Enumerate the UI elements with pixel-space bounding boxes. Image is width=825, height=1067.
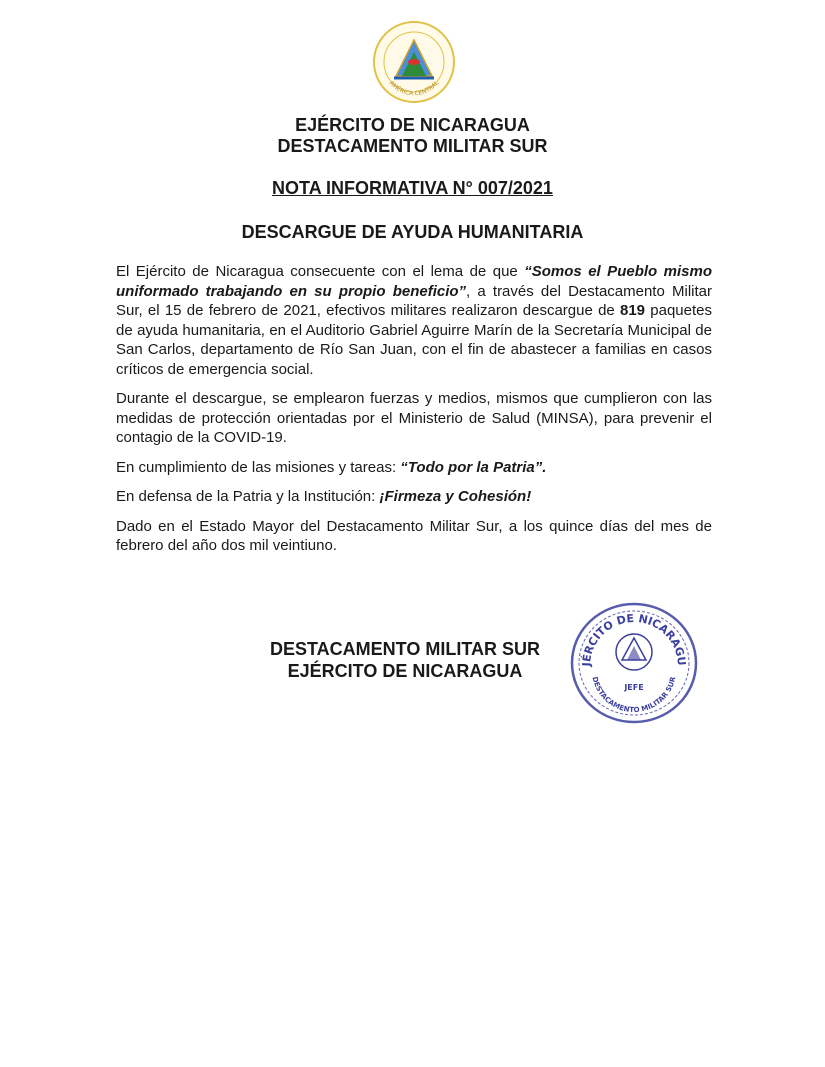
- paragraph-3: [116, 458, 712, 478]
- body-text: [116, 262, 712, 566]
- header-line-1: EJÉRCITO DE NICARAGUA: [295, 115, 530, 135]
- emblem-text-top: [366, 18, 462, 20]
- p1-count: 819: [620, 302, 646, 319]
- paragraph-1: [116, 262, 712, 379]
- p1-end: paquetes de ayuda humanitaria, en el Auditorio Gabriel Aguirre Marín de la Secretaría Municipal de San Carlos, departamento de Río San Juan, con el fin de abastecer a familias en casos críticos de emergencia social.: [116, 302, 712, 378]
- paragraph-4: [116, 487, 712, 507]
- official-seal-icon: [568, 600, 700, 726]
- signature-line-1: DESTACAMENTO MILITAR SUR: [270, 639, 540, 659]
- nota-title: NOTA INFORMATIVA N° 007/2021: [272, 178, 553, 198]
- subject-title: DESCARGUE DE AYUDA HUMANITARIA: [241, 222, 584, 242]
- p4-emph: ¡Firmeza y Cohesión!: [379, 488, 532, 505]
- stamp-text-bottom: DESTACAMENTO MILITAR SUR: [590, 675, 678, 715]
- p1-motto: “Somos el Pueblo mismo uniformado trabajando en su propio beneficio”: [116, 263, 713, 300]
- p3-emph: “Todo por la Patria”.: [400, 458, 547, 476]
- p4-text: En defensa de la Patria y la Institución:: [116, 488, 380, 505]
- emblem-text-bottom: AMÉRICA CENTRAL: [387, 79, 441, 98]
- header-line-2: DESTACAMENTO MILITAR SUR: [277, 136, 548, 156]
- p1-mid: , a través del Destacamento Militar Sur, el 15 de febrero de 2021, efectivos militares realizaron descargue de: [116, 282, 712, 319]
- paragraph-5: Dado en el Estado Mayor del Destacamento Militar Sur, a los quince días del mes de febrero del año dos mil veintiuno.: [116, 517, 712, 554]
- stamp-text-top: JÉRCITO DE NICARAGU: [579, 611, 689, 667]
- p3-text: En cumplimiento de las misiones y tareas:: [116, 458, 401, 476]
- p1-intro: El Ejército de Nicaragua consecuente con el lema de que: [116, 263, 525, 280]
- stamp-text-center: JEFE: [624, 683, 644, 692]
- signature-line-2: EJÉRCITO DE NICARAGUA: [287, 661, 523, 681]
- paragraph-2: Durante el descargue, se emplearon fuerzas y medios, mismos que cumplieron con las medidas de protección orientadas por el Ministerio de Salud (MINSA), para prevenir el contagio de la COVID-19.: [116, 390, 712, 446]
- coat-of-arms-icon: [366, 18, 462, 104]
